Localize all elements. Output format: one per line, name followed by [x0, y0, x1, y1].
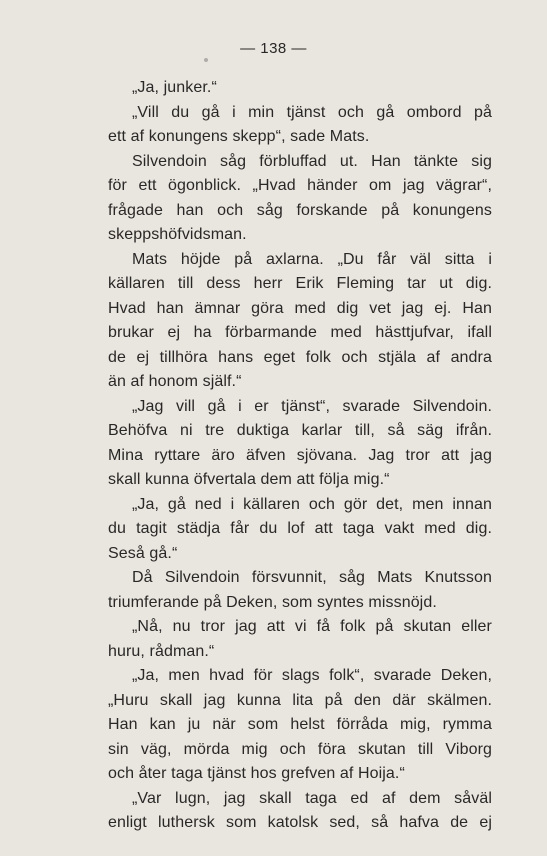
text-line: „Var lugn, jag skall taga ed af dem såväl: [132, 789, 492, 807]
text-line: enligt luthersk som katolsk sed, så hafva de ej: [108, 814, 492, 831]
text-line: Hvad han ämnar göra med dig vet jag ej. Han: [108, 299, 492, 317]
text-line: än af honom själf.“: [108, 373, 242, 390]
text-line: skall kunna öfvertala dem att följa mig.“: [108, 471, 390, 488]
text-line: och åter taga tjänst hos grefven af Hoija.“: [108, 765, 405, 782]
text-line: för ett ögonblick. „Hvad händer om jag vägrar“,: [108, 177, 492, 194]
text-line: Mina ryttare äro äfven sjövana. Jag tror att jag: [108, 446, 492, 464]
text-line: „Jag vill gå i er tjänst“, svarade Silvendoin.: [132, 397, 492, 415]
text-line: Seså gå.“: [108, 544, 178, 562]
text-line: Silvendoin såg förbluffad ut. Han tänkte sig: [132, 152, 492, 170]
text-line: huru, rådman.“: [108, 642, 215, 660]
page-number: — 138 —: [240, 40, 307, 57]
text-line: „Ja, junker.“: [132, 79, 217, 96]
text-line: „Vill du gå i min tjänst och gå ombord på: [132, 103, 492, 121]
text-line: Då Silvendoin försvunnit, såg Mats Knutsson: [132, 569, 492, 586]
text-line: „Ja, men hvad för slags folk“, svarade Deken,: [132, 667, 492, 684]
text-line: Mats höjde på axlarna. „Du får väl sitta i: [132, 250, 492, 268]
text-line: triumferande på Deken, som syntes missnöjd.: [108, 593, 437, 611]
text-line: du tagit städja får du lof att taga vakt med dig.: [108, 520, 492, 537]
text-line: de ej tillhöra hans eget folk och stjäla af andra: [108, 348, 492, 366]
body-text: [108, 76, 492, 836]
text-line: källaren till dess herr Erik Fleming tar ut dig.: [108, 275, 492, 292]
text-line: „Huru skall jag kunna lita på den där skälmen.: [108, 691, 492, 709]
text-line: ett af konungens skepp“, sade Mats.: [108, 128, 370, 145]
text-line: Han kan ju när som helst förråda mig, rymma: [108, 716, 492, 733]
text-line: frågade han och såg forskande på konungens: [108, 201, 492, 219]
ink-smudge: [204, 58, 208, 62]
text-line: „Ja, gå ned i källaren och gör det, men innan: [132, 495, 492, 513]
text-line: Behöfva ni tre duktiga karlar till, så säg ifrån.: [108, 422, 492, 439]
text-line: sin väg, mörda mig och föra skutan till Viborg: [108, 740, 492, 758]
text-line: „Nå, nu tror jag att vi få folk på skutan eller: [132, 618, 492, 635]
text-line: brukar ej ha förbarmande med hästtjufvar, ifall: [108, 324, 492, 341]
text-line: skeppshöfvidsman.: [108, 226, 247, 243]
